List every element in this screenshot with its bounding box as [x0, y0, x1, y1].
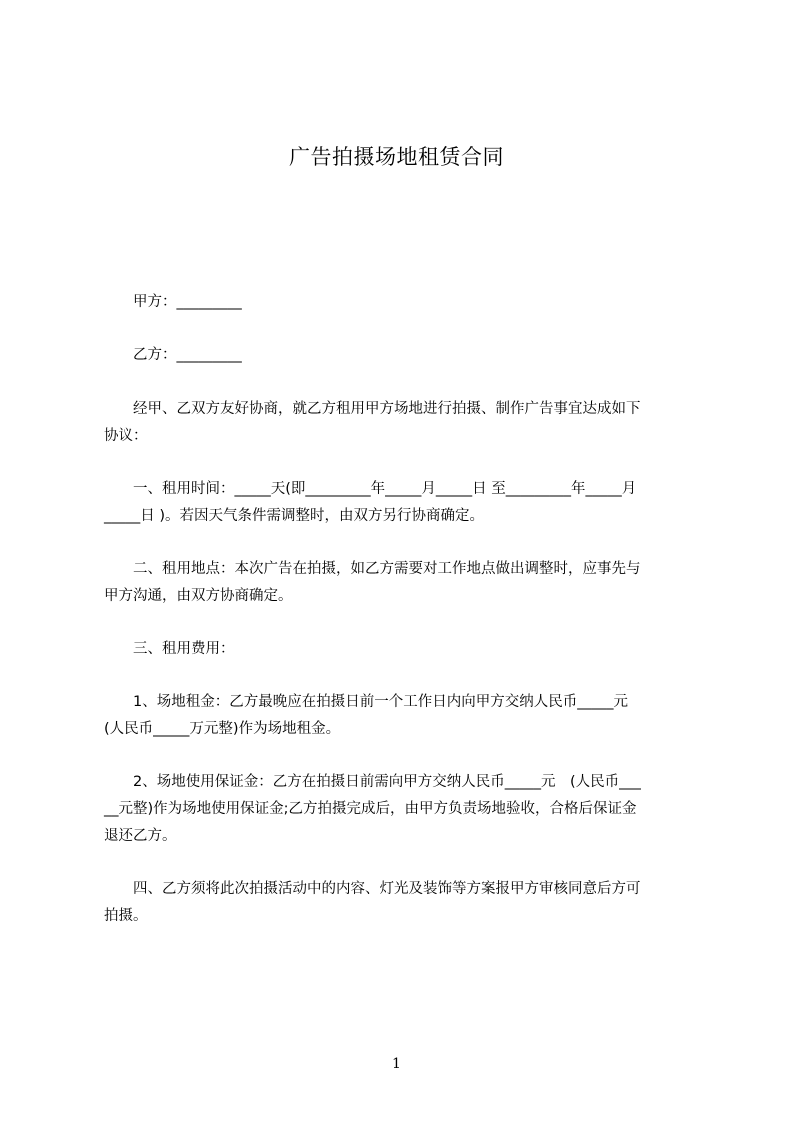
clause3-heading: 三、租用费用： [104, 641, 235, 657]
clause1-line-1: 一、租用时间：_____天(即_________年_____月_____日 至_________年_____月 [104, 481, 637, 497]
party-b-line: 乙方：_________ [104, 347, 242, 363]
clause2-line-2: 甲方沟通，由双方协商确定。 [104, 588, 293, 604]
clause3-item2-line-1: 2、场地使用保证金：乙方在拍摄日前需向甲方交纳人民币_____元 (人民币___ [104, 774, 641, 790]
intro-line-1: 经甲、乙双方友好协商，就乙方租用甲方场地进行拍摄、制作广告事宜达成如下 [104, 401, 641, 417]
party-a-line: 甲方：_________ [104, 294, 242, 310]
clause1-line-2: _____日 )。若因天气条件需调整时，由双方另行协商确定。 [104, 508, 485, 524]
clause2-line-1: 二、租用地点：本次广告在拍摄，如乙方需要对工作地点做出调整时，应事先与 [104, 561, 641, 577]
clause3-item1-line-2: (人民币_____万元整)作为场地租金。 [104, 721, 341, 737]
clause3-item2-line-2: __元整)作为场地使用保证金;乙方拍摄完成后，由甲方负责场地验收，合格后保证金 [104, 801, 637, 817]
page-number: 1 [392, 1056, 401, 1072]
clause3-item1-line-1: 1、场地租金：乙方最晚应在拍摄日前一个工作日内向甲方交纳人民币_____元 [104, 694, 628, 710]
clause3-item2-line-3: 退还乙方。 [104, 828, 177, 844]
document-title: 广告拍摄场地租赁合同 [289, 145, 504, 169]
clause4-line-1: 四、乙方须将此次拍摄活动中的内容、灯光及装饰等方案报甲方审核同意后方可 [104, 881, 641, 897]
intro-line-2: 协议： [104, 428, 148, 444]
clause4-line-2: 拍摄。 [104, 908, 148, 924]
